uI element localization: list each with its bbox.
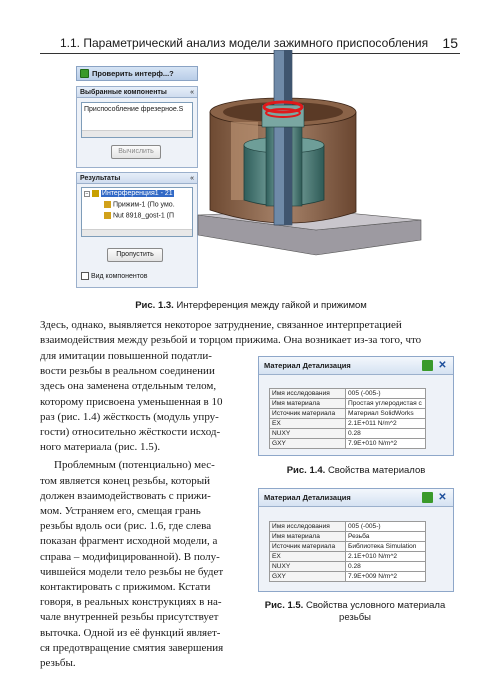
- fig14-caption: [258, 465, 454, 476]
- ok-check-icon[interactable]: [80, 69, 89, 78]
- view-components-label: Вид компонентов: [90, 272, 148, 280]
- selected-components-header[interactable]: [77, 87, 197, 98]
- property-value[interactable]: 005 (-005-): [346, 522, 426, 532]
- view-components-row[interactable]: [81, 272, 147, 280]
- view-components-checkbox[interactable]: [81, 272, 89, 280]
- table-row: [270, 389, 426, 399]
- table-row: [270, 572, 426, 582]
- fig15-caption: [252, 600, 458, 624]
- text-line: том является конец резьбы, который: [40, 474, 210, 487]
- horizontal-scrollbar[interactable]: [82, 229, 192, 236]
- selected-components-label: Выбранные компоненты: [80, 89, 167, 96]
- text-line: для имитации повышенной податли-: [40, 350, 212, 362]
- skip-button[interactable]: Пропустить: [107, 248, 163, 262]
- property-name: Имя материала: [270, 399, 346, 409]
- results-header[interactable]: [77, 173, 197, 184]
- result-label: Прижим-1 (По умо.: [112, 201, 175, 209]
- property-name: Имя исследования: [270, 389, 346, 399]
- horizontal-scrollbar[interactable]: [82, 130, 192, 137]
- close-icon[interactable]: ✕: [438, 492, 447, 503]
- text-line: резьбы.: [40, 657, 76, 670]
- text-line: справа – модифицированной). В полу-: [40, 550, 220, 563]
- selected-components-group: [76, 86, 198, 168]
- text-line: чившейся модели тело резьбы не будет: [40, 565, 224, 578]
- property-value[interactable]: 005 (-005-): [346, 389, 426, 399]
- material-window-2-header: [259, 489, 453, 507]
- property-name: Источник материала: [270, 409, 346, 419]
- results-group: [76, 172, 198, 288]
- table-row: [270, 439, 426, 449]
- ok-check-icon[interactable]: [422, 360, 433, 371]
- table-row: [270, 429, 426, 439]
- table-row: [270, 532, 426, 542]
- clamp-section-illustration: [196, 50, 426, 290]
- text-line: выточка. Одной из её функций являет-: [40, 626, 221, 639]
- text-line: вости резьбы в реальном соединении: [40, 365, 215, 378]
- result-item-nut[interactable]: [104, 212, 174, 219]
- text-line: ся предотвращение смятия завершения: [40, 641, 224, 654]
- calculate-button[interactable]: Вычислить: [111, 145, 161, 159]
- material-window-2: [258, 488, 454, 592]
- text-line: говоря, в реальных конструкциях в на-: [40, 596, 222, 609]
- property-name: EX: [270, 552, 346, 562]
- text-line: чале внутренней резьбы присутствует: [40, 611, 219, 624]
- property-name: NUXY: [270, 429, 346, 439]
- table-row: [270, 419, 426, 429]
- result-item-interference[interactable]: [84, 190, 174, 197]
- part-icon: [104, 201, 111, 208]
- property-value[interactable]: Резьба: [346, 532, 426, 542]
- property-value[interactable]: 0.28: [346, 429, 426, 439]
- table-row: [270, 399, 426, 409]
- panel-title-bar: [76, 66, 198, 81]
- text-line: ного материала (рис. 1.5).: [40, 441, 161, 454]
- fig13-caption: [96, 300, 406, 311]
- paragraph-1-full: [40, 318, 460, 348]
- property-name: GXY: [270, 572, 346, 582]
- interference-panel: [76, 66, 198, 288]
- text-line: здесь она заменена отдельным телом,: [40, 380, 217, 393]
- close-icon[interactable]: ✕: [438, 360, 447, 371]
- text-line: резьбы вдоль оси (рис. 1.6, где слева: [40, 520, 212, 533]
- table-row: [270, 409, 426, 419]
- part-icon: [104, 212, 111, 219]
- property-value[interactable]: Простая углеродистая с: [346, 399, 426, 409]
- property-value[interactable]: Материал SolidWorks: [346, 409, 426, 419]
- fig14-caption-text: Свойства материалов: [327, 465, 426, 476]
- property-value[interactable]: 7.9E+010 N/m^2: [346, 439, 426, 449]
- table-row: [270, 522, 426, 532]
- table-row: [270, 542, 426, 552]
- text-line: показан фрагмент исходной модели, а: [40, 535, 218, 548]
- interference-icon: [92, 190, 99, 197]
- property-value[interactable]: 7.9E+009 N/m^2: [346, 572, 426, 582]
- collapse-icon[interactable]: «: [190, 89, 194, 96]
- property-value[interactable]: Библиотека Simulation: [346, 542, 426, 552]
- fig15-caption-text: Свойства условного материала: [305, 600, 446, 611]
- property-name: Имя материала: [270, 532, 346, 542]
- text-line: раз (рис. 1.4) жёсткость (модуль упру-: [40, 410, 219, 423]
- material-window-1: [258, 356, 454, 456]
- material-window-1-header: [259, 357, 453, 375]
- page-number: 15: [442, 35, 458, 51]
- fig15-label: Рис. 1.5.: [264, 600, 304, 611]
- result-label: Nut 8918_gost-1 (П: [112, 212, 175, 220]
- fig14-label: Рис. 1.4.: [286, 465, 326, 476]
- text-line: которому присвоена уменьшенная в 10: [40, 395, 223, 408]
- property-value[interactable]: 2.1E+011 N/m^2: [346, 419, 426, 429]
- tree-expander-icon[interactable]: −: [85, 191, 89, 198]
- selected-item[interactable]: Приспособление фрезерное.S: [84, 106, 184, 113]
- text-line: контактировать с прижимом. Кстати: [40, 581, 211, 594]
- text-line: Здесь, однако, выявляется некоторое затруднение, связанное интерпретацией: [40, 319, 402, 331]
- fig13-label: Рис. 1.3.: [135, 300, 174, 311]
- property-name: Имя исследования: [270, 522, 346, 532]
- property-value[interactable]: 0.28: [346, 562, 426, 572]
- table-row: [270, 552, 426, 562]
- result-item-clamp[interactable]: [104, 201, 175, 208]
- property-name: EX: [270, 419, 346, 429]
- fig15-caption-text-2: резьбы: [339, 612, 371, 623]
- collapse-icon[interactable]: «: [190, 175, 194, 182]
- table-row: [270, 562, 426, 572]
- left-column: [40, 349, 252, 671]
- property-name: NUXY: [270, 562, 346, 572]
- property-name: GXY: [270, 439, 346, 449]
- stud: [274, 50, 292, 225]
- fig13-caption-text: Интерференция между гайкой и прижимом: [176, 300, 367, 311]
- results-label: Результаты: [80, 175, 121, 182]
- text-line: должен взаимодействовать с прижи-: [40, 489, 211, 502]
- results-tree[interactable]: [81, 187, 193, 237]
- text-line: взаимодействия между резьбой и торцом прижима. Она возникает из-за того, что: [40, 334, 422, 347]
- result-label: Интерференция1 - 21: [101, 190, 173, 198]
- material-properties-table: [269, 521, 426, 582]
- material-window-title: Материал Детализация: [264, 361, 351, 370]
- selected-components-list[interactable]: [81, 102, 193, 138]
- material-window-title: Материал Детализация: [264, 493, 351, 502]
- text-line: гости) относительно жёсткости исход-: [40, 426, 221, 439]
- running-header-title: 1.1. Параметрический анализ модели зажимного приспособления: [60, 36, 429, 50]
- ok-check-icon[interactable]: [422, 492, 433, 503]
- property-name: Источник материала: [270, 542, 346, 552]
- property-value[interactable]: 2.1E+010 N/m^2: [346, 552, 426, 562]
- panel-title: Проверить интерф...?: [92, 69, 174, 78]
- material-properties-table: [269, 388, 426, 449]
- text-line: Проблемным (потенциально) мес-: [54, 459, 215, 472]
- text-line: мом. Устраняем его, смещая грань: [40, 505, 201, 518]
